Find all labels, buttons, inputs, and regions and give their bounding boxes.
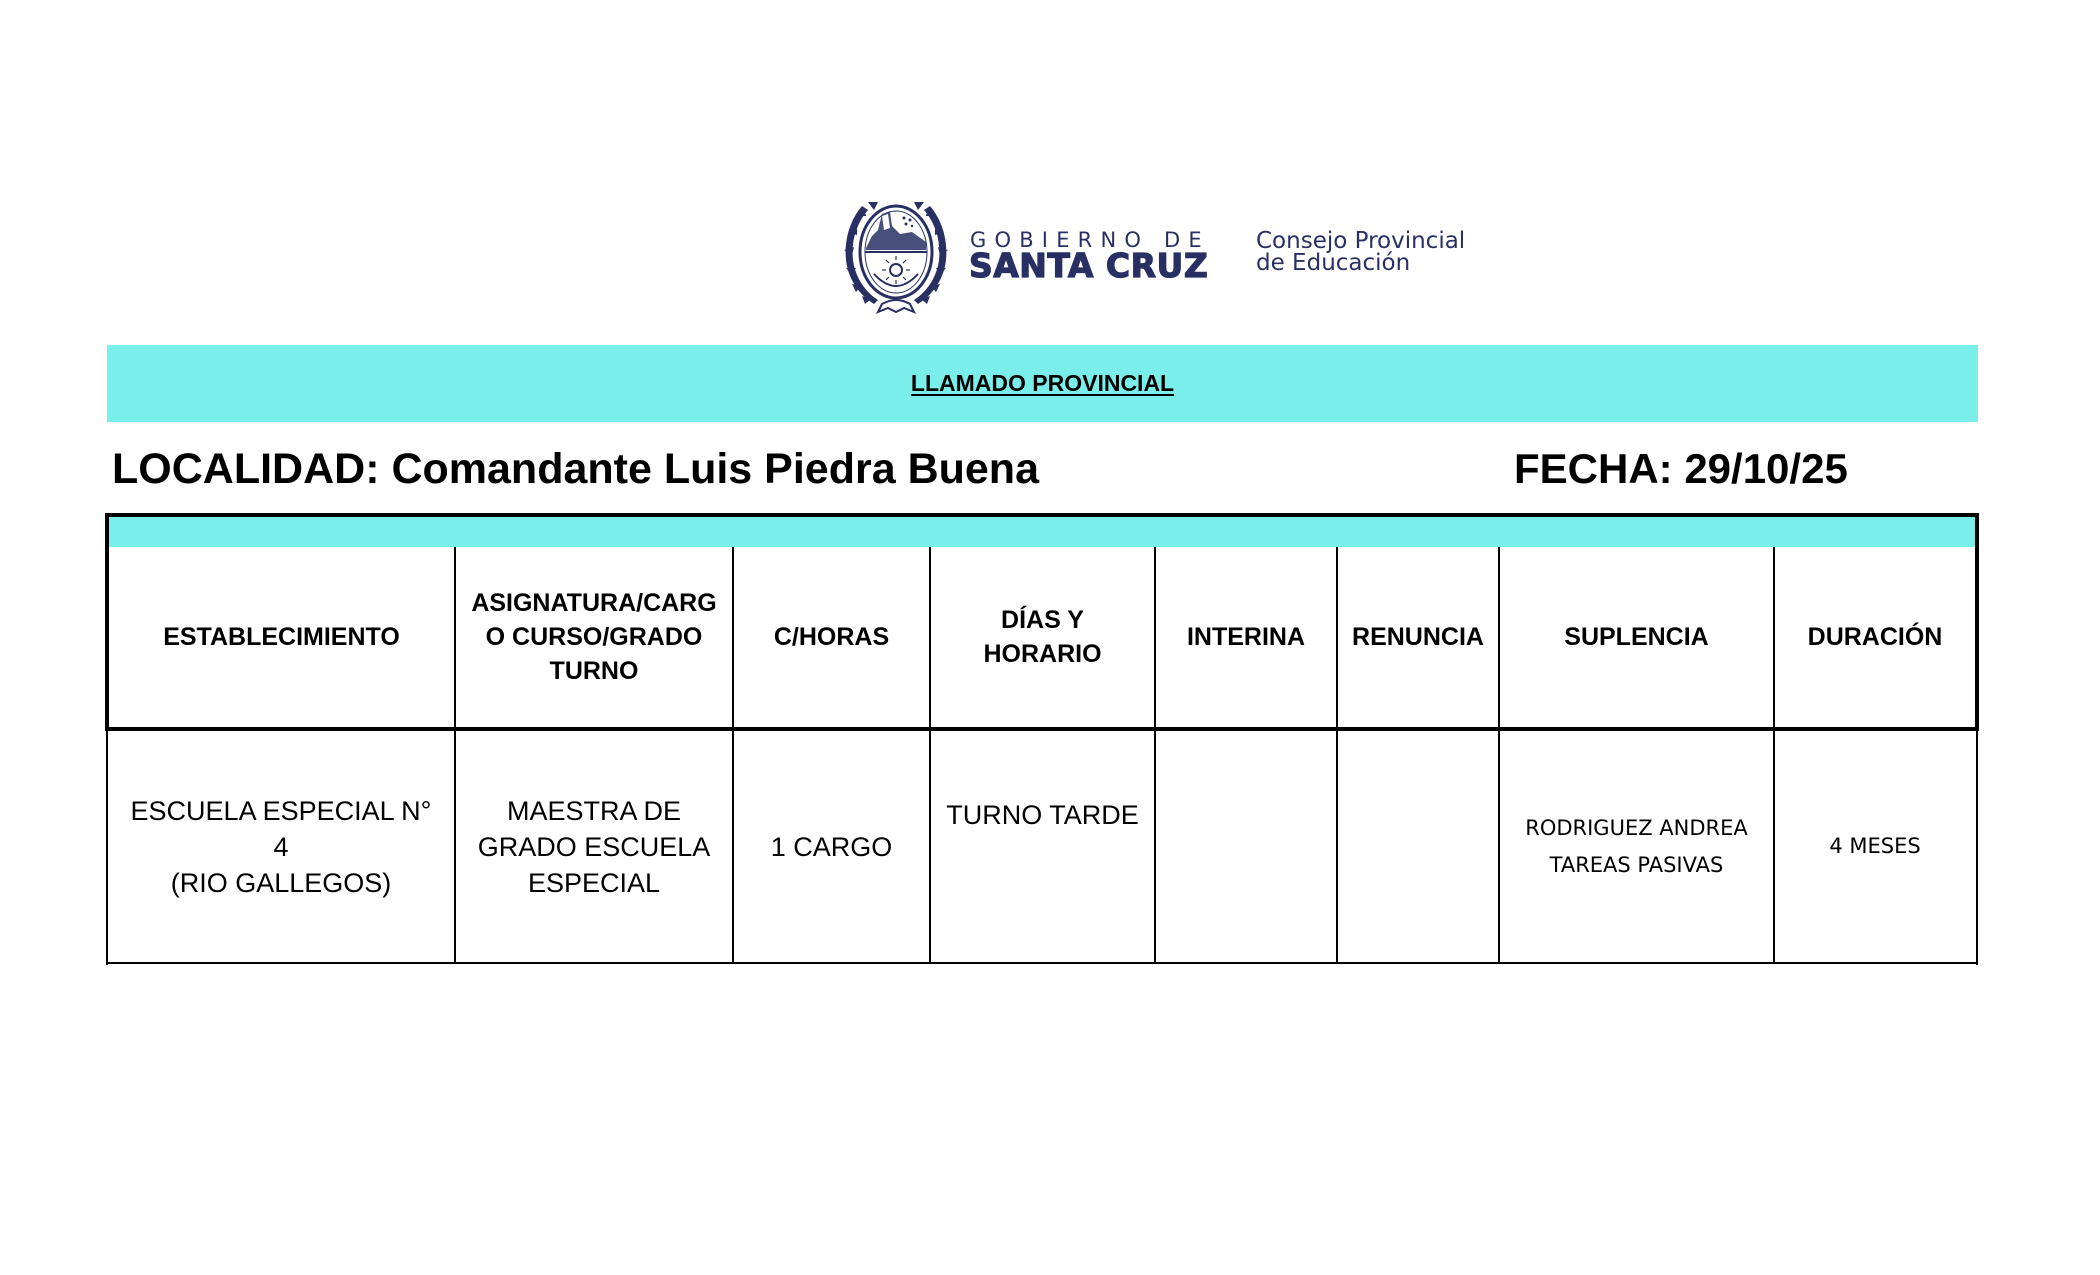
banner-title: LLAMADO PROVINCIAL: [910, 370, 1175, 396]
title-banner: [107, 345, 1978, 422]
santa-cruz-text: SANTA CRUZ: [969, 246, 1209, 285]
column-header-interina: INTERINA: [1186, 623, 1306, 651]
cell-dias-horario: TURNO TARDE: [946, 800, 1139, 830]
column-header-horas: C/HORAS: [773, 623, 890, 651]
column-header-renuncia: RENUNCIA: [1352, 623, 1484, 651]
column-header-asignatura: ASIGNATURA/CARG O CURSO/GRADO TURNO: [471, 589, 717, 685]
cell-interina: [1156, 731, 1336, 962]
column-header-suplencia: SUPLENCIA: [1564, 623, 1709, 651]
cell-suplencia: RODRIGUEZ ANDREA TAREAS PASIVAS: [1525, 815, 1748, 877]
coat-of-arms-icon: [842, 196, 950, 316]
cell-asignatura: MAESTRA DE GRADO ESCUELA ESPECIAL: [477, 795, 711, 898]
consejo-line-2: de Educación: [1256, 250, 1411, 276]
column-header-duracion: DURACIÓN: [1807, 623, 1943, 651]
cell-establecimiento: ESCUELA ESPECIAL N° 4 (RIO GALLEGOS): [130, 795, 432, 898]
localidad-label: LOCALIDAD: Comandante Luis Piedra Buena: [112, 445, 1039, 493]
consejo-line-1: Consejo Provincial: [1256, 228, 1466, 254]
cell-renuncia: [1338, 731, 1498, 962]
table-border-right-row: [1976, 729, 1978, 965]
vacancies-table: [105, 513, 1979, 965]
cell-duracion: 4 MESES: [1829, 834, 1921, 858]
table-top-band: [109, 517, 1975, 547]
consejo-provincial-logo-text: [1256, 230, 1465, 274]
cell-horas: 1 CARGO: [770, 831, 893, 862]
table-border-top: [105, 513, 1979, 517]
gobierno-de-text: GOBIERNO DE: [970, 228, 1210, 252]
table-border-right: [1975, 513, 1979, 731]
fecha-label: FECHA: 29/10/25: [1514, 445, 1848, 492]
column-header-dias-horario: DÍAS Y HORARIO: [983, 606, 1102, 668]
column-header-establecimiento: ESTABLECIMIENTO: [163, 623, 400, 651]
table-border-bottom: [106, 962, 1978, 964]
